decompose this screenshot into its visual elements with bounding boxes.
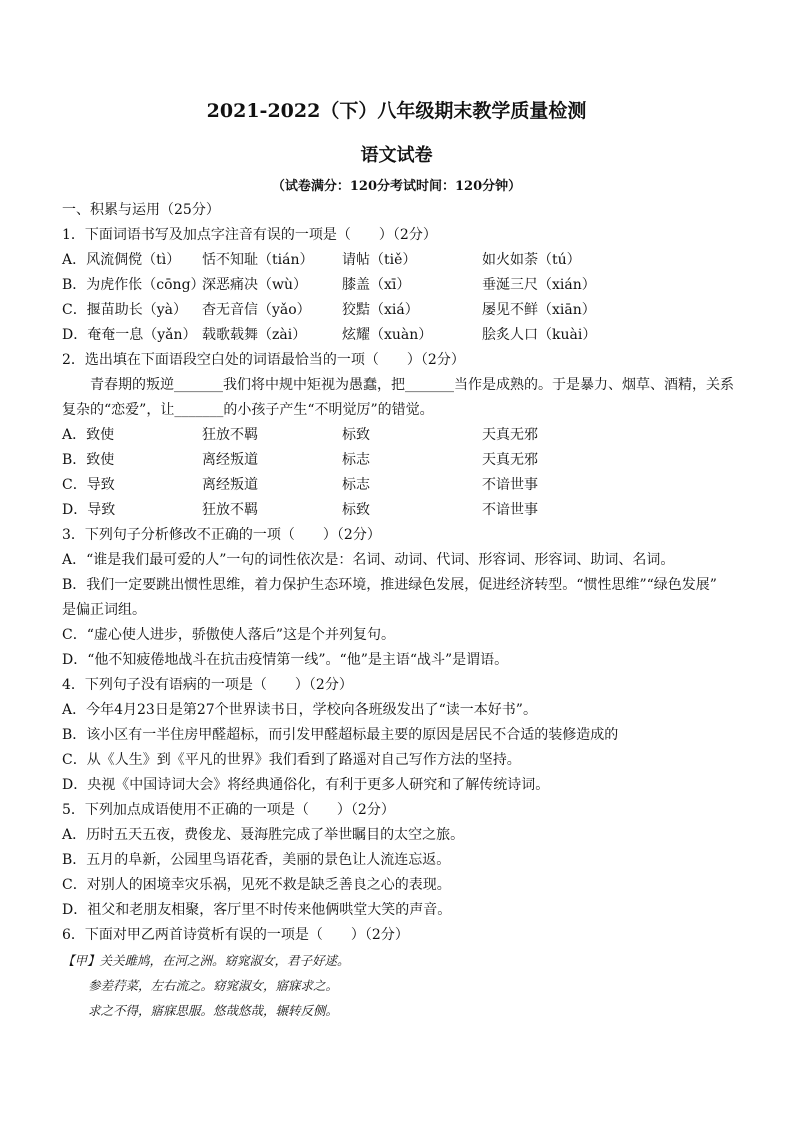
option-cell: D．导致 [62,502,116,518]
question-4-option-c: C．从《人生》到《平凡的世界》我们看到了路遥对自己写作方法的坚持。 [62,752,521,768]
page-title: 2021-2022（下）八年级期末教学质量检测 [206,100,587,122]
option-cell: 离经叛道 [202,452,258,468]
option-cell: 标志 [342,452,370,468]
question-5-option-b: B．五月的阜新，公园里鸟语花香，美丽的景色让人流连忘返。 [62,852,451,868]
question-2-option-b [62,448,734,473]
option-cell: 标志 [342,477,370,493]
question-1-option-b [62,273,734,298]
option-cell: 不谙世事 [482,502,538,518]
question-2-stem: 2．选出填在下面语段空白处的词语最恰当的一项（ ）（2分） [62,352,465,368]
question-3-option-a: A．“谁是我们最可爱的人”一句的词性依次是：名词、动词、代词、形容词、形容词、助词、名词。 [62,552,675,568]
exam-info: （试卷满分：120分考试时间：120分钟） [271,179,522,194]
option-cell: 垂涎三尺（xián） [482,277,596,293]
page-subtitle: 语文试卷 [360,145,433,166]
option-cell: 天真无邪 [482,427,538,443]
section-heading: 一、积累与运用（25分） [62,202,220,218]
question-3-stem: 3．下列句子分析修改不正确的一项（ ）（2分） [62,527,381,543]
question-1-option-a [62,248,734,273]
option-cell: 炫耀（xuàn） [342,327,433,343]
option-cell: 标致 [342,427,370,443]
option-cell: 脍炙人口（kuài） [482,327,597,343]
option-cell: 载歌载舞（zài） [202,327,307,343]
question-2-option-a [62,423,734,448]
poem-line-3: 求之不得，寤寐思服。悠哉悠哉，辗转反侧。 [88,1003,339,1018]
question-1-option-c [62,298,734,323]
option-cell: 标致 [342,502,370,518]
option-cell: 离经叛道 [202,477,258,493]
question-3-option-b-cont: 是偏正词组。 [62,602,146,618]
option-cell: 请帖（tiě） [342,252,417,268]
option-cell: C．导致 [62,477,115,493]
poem-line-2: 参差荇菜，左右流之。窈窕淑女，寤寐求之。 [88,978,339,993]
question-3-option-b: B．我们一定要跳出惯性思维，着力保护生态环境，推进绿色发展，促进经济转型。“惯性思维”“绿色发展” [62,577,717,593]
option-cell: 狡黠（xiá） [342,302,419,318]
question-2-passage: 青春期的叛逆_______我们将中规中矩视为愚蠢，把_______当作是成熟的。于是暴力、烟草、酒精，关系 [90,377,734,393]
option-cell: 天真无邪 [482,452,538,468]
question-5-option-c: C．对别人的困境幸灾乐祸，见死不救是缺乏善良之心的表现。 [62,877,451,893]
question-2-option-d [62,498,734,523]
option-cell: A．致使 [62,427,115,443]
question-4-option-b: B．该小区有一半住房甲醛超标，而引发甲醛超标最主要的原因是居民不合适的装修造成的 [62,727,619,743]
question-1-option-d [62,323,734,348]
option-cell: B．致使 [62,452,115,468]
option-cell: A．风流倜傥（tì） [62,252,181,268]
question-3-option-d: D．“他不知疲倦地战斗在抗击疫情第一线”。“他”是主语“战斗”是谓语。 [62,652,509,668]
option-cell: B．为虎作伥（cōng） [62,277,205,293]
option-cell: 狂放不羁 [202,502,258,518]
question-5-stem: 5．下列加点成语使用不正确的一项是（ ）（2分） [62,802,395,818]
option-cell: 屡见不鲜（xiān） [482,302,596,318]
poem-line-1: 【甲】关关雎鸠，在河之洲。窈窕淑女，君子好逑。 [62,953,350,968]
option-cell: C．揠苗助长（yà） [62,302,187,318]
question-2-option-c [62,473,734,498]
option-cell: 狂放不羁 [202,427,258,443]
question-5-option-d: D．祖父和老朋友相聚，客厅里不时传来他俩哄堂大笑的声音。 [62,902,452,918]
question-4-option-a: A．今年4月23日是第27个世界读书日，学校向各班级发出了“读一本好书”。 [62,702,537,718]
option-cell: 不谙世事 [482,477,538,493]
option-cell: 如火如荼（tú） [482,252,581,268]
question-4-stem: 4．下列句子没有语病的一项是（ ）（2分） [62,677,353,693]
option-cell: 恬不知耻（tián） [202,252,314,268]
exam-content [62,198,734,1023]
question-6-stem: 6．下面对甲乙两首诗赏析有误的一项是（ ）（2分） [62,927,409,943]
question-3-option-c: C．“虚心使人进步，骄傲使人落后”这是个并列复句。 [62,627,396,643]
option-cell: 膝盖（xī） [342,277,411,293]
option-cell: 杳无音信（yǎo） [202,302,311,318]
option-cell: 深恶痛决（wù） [202,277,307,293]
question-1-stem: 1．下面词语书写及加点字注音有误的一项是（ ）（2分） [62,227,437,243]
question-4-option-d: D．央视《中国诗词大会》将经典通俗化，有利于更多人研究和了解传统诗词。 [62,777,550,793]
question-5-option-a: A．历时五天五夜，费俊龙、聂海胜完成了举世瞩目的太空之旅。 [62,827,465,843]
option-cell: D．奄奄一息（yǎn） [62,327,197,343]
question-2-passage-cont: 复杂的“恋爱”，让_______的小孩子产生“不明觉厉”的错觉。 [62,402,434,418]
